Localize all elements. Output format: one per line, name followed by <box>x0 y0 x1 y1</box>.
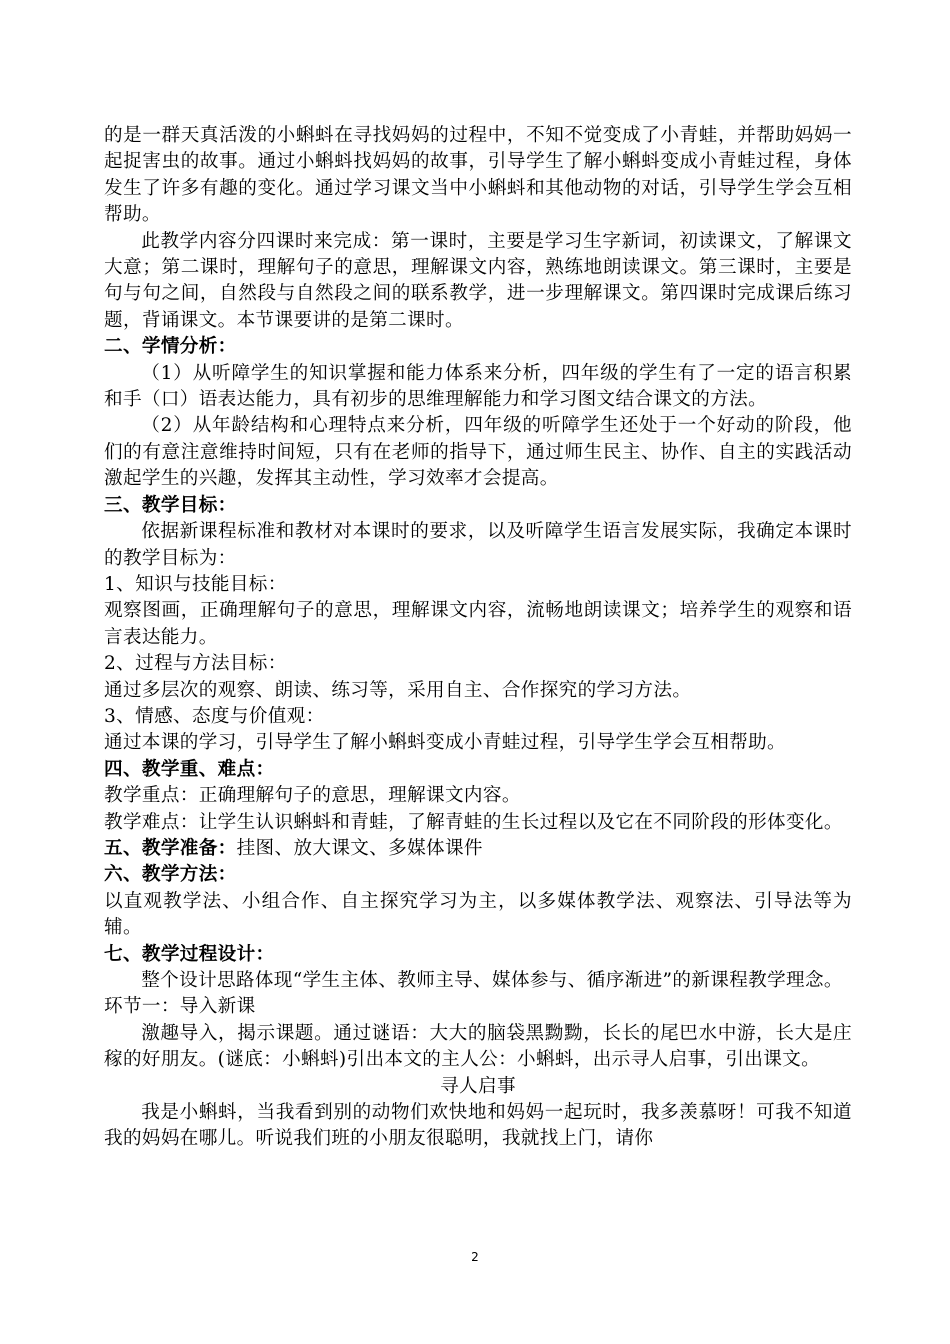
lesson-schedule-paragraph: 此教学内容分四课时来完成：第一课时，主要是学习生字新词，初读课文，了解课文大意；第二课时，理解句子的意思，理解课文内容，熟练地朗读课文。第三课时，主要是句与句之间，自然段与自然段之间的联系教学，进一步理解课文。第四课时完成课后练习题，背诵课文。本节课要讲的是第二课时。 <box>104 230 852 331</box>
preparation-text: 挂图、放大课文、多媒体课件 <box>236 837 483 859</box>
section-heading-preparation: 五、教学准备： <box>104 837 237 859</box>
section-heading-key-points: 四、教学重、难点： <box>104 758 275 780</box>
student-analysis-point-1: （1）从听障学生的知识掌握和能力体系来分析，四年级的学生有了一定的语言积累和手（口）语表达能力，具有初步的思维理解能力和学习图文结合课文的方法。 <box>104 362 852 411</box>
student-analysis-point-2: （2）从年龄结构和心理特点来分析，四年级的听障学生还处于一个好动的阶段，他们的有意注意维持时间短，只有在老师的指导下，通过师生民主、协作、自主的实践活动激起学生的兴趣，发挥其主动性，学习效率才会提高。 <box>104 415 852 490</box>
goal-1-title: 1、知识与技能目标： <box>104 573 287 595</box>
goal-1-text: 观察图画，正确理解句子的意思，理解课文内容，流畅地朗读课文；培养学生的观察和语言表达能力。 <box>104 600 852 648</box>
teaching-goals-intro: 依据新课程标准和教材对本课时的要求，以及听障学生语言发展实际，我确定本课时的教学目标为： <box>104 521 852 569</box>
preparation-line <box>104 836 852 862</box>
process-intro: 整个设计思路体现“学生主体、教师主导、媒体参与、循序渐进”的新课程教学理念。 <box>141 970 843 991</box>
goal-3-title: 3、情感、态度与价值观： <box>104 705 325 727</box>
goal-2-title: 2、过程与方法目标： <box>104 653 287 675</box>
key-point-text: 教学重点：正确理解句子的意思，理解课文内容。 <box>104 785 521 807</box>
goal-2-text: 通过多层次的观察、朗读、练习等，采用自主、合作探究的学习方法。 <box>104 679 692 701</box>
step-1-text: 激趣导入，揭示课题。通过谜语：大大的脑袋黑黝黝，长长的尾巴水中游，长大是庄稼的好朋友。(谜底：小蝌蚪)引出本文的主人公：小蝌蚪，出示寻人启事，引出课文。 <box>104 1022 852 1071</box>
section-heading-methods: 六、教学方法： <box>104 864 237 886</box>
goal-3-text: 通过本课的学习，引导学生了解小蝌蚪变成小青蛙过程，引导学生学会互相帮助。 <box>104 732 786 754</box>
notice-text: 我是小蝌蚪，当我看到别的动物们欢快地和妈妈一起玩时，我多羡慕呀！可我不知道我的妈妈在哪儿。听说我们班的小朋友很聪明，我就找上门，请你 <box>104 1102 852 1150</box>
step-1-title: 环节一：导入新课 <box>104 996 256 1018</box>
difficult-point-text: 教学难点：让学生认识蝌蚪和青蛙，了解青蛙的生长过程以及它在不同阶段的形体变化。 <box>104 811 843 833</box>
page-number: 2 <box>471 1250 479 1264</box>
section-heading-teaching-goals: 三、教学目标： <box>104 494 237 516</box>
notice-title: 寻人启事 <box>440 1075 516 1097</box>
section-heading-student-analysis: 二、学情分析： <box>104 336 237 358</box>
document-body <box>104 123 852 1153</box>
intro-paragraph-continued: 的是一群天真活泼的小蝌蚪在寻找妈妈的过程中，不知不觉变成了小青蛙，并帮助妈妈一起捉害虫的故事。通过小蝌蚪找妈妈的故事，引导学生了解小蝌蚪变成小青蛙过程，身体发生了许多有趣的变化。通过学习课文当中小蝌蚪和其他动物的对话，引导学生学会互相帮助。 <box>104 125 852 226</box>
section-heading-process: 七、教学过程设计： <box>104 943 275 965</box>
methods-text: 以直观教学法、小组合作、自主探究学习为主，以多媒体教学法、观察法、引导法等为辅。 <box>104 890 852 939</box>
